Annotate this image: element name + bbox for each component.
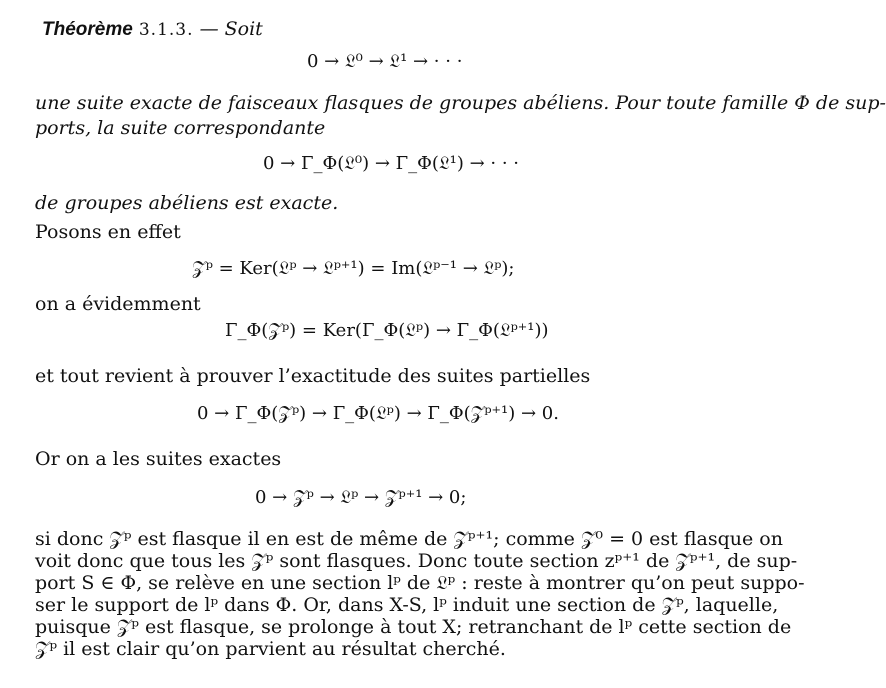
display-exact-sequence: 0 → 𝔏⁰ → 𝔏¹ → · · · — [307, 51, 463, 72]
theorem-title: Théorème — [42, 19, 133, 40]
theorem-number: 3.1.3. — [138, 20, 194, 40]
display-partial-sequence: 0 → Γ_Φ(𝒵ᵖ) → Γ_Φ(𝔏ᵖ) → Γ_Φ(𝒵ᵖ⁺¹) → 0. — [197, 403, 559, 424]
final-line-3: port S ∈ Φ, se relève en une section lᵖ de 𝔏ᵖ : reste à montrer qu’on peut suppo- — [35, 572, 805, 594]
final-paragraph — [35, 528, 805, 660]
final-line-2: voit donc que tous les 𝒵ᵖ sont flasques. Donc toute section zᵖ⁺¹ de 𝒵ᵖ⁺¹, de sup- — [35, 550, 798, 572]
proof-line-suites-exactes: Or on a les suites exactes — [35, 448, 282, 470]
proof-line-exactitude: et tout revient à prouver l’exactitude des suites partielles — [35, 365, 591, 387]
final-line-1: si donc 𝒵ᵖ est flasque il en est de même de 𝒵ᵖ⁺¹; comme 𝒵⁰ = 0 est flasque on — [35, 528, 783, 550]
statement-line-2: ports, la suite correspondante — [35, 117, 326, 139]
statement-line-1: une suite exacte de faisceaux flasques de groupes abéliens. Pour toute famille Φ de sup- — [35, 92, 886, 114]
proof-line-evidemment: on a évidemment — [35, 293, 201, 315]
final-line-4: ser le support de lᵖ dans Φ. Or, dans X-S, lᵖ induit une section de 𝒵ᵖ, laquelle, — [35, 594, 779, 616]
display-gamma-sequence: 0 → Γ_Φ(𝔏⁰) → Γ_Φ(𝔏¹) → · · · — [263, 153, 519, 174]
final-line-5: puisque 𝒵ᵖ est flasque, se prolonge à tout X; retranchant de lᵖ cette section de — [35, 616, 792, 638]
proof-line-posons: Posons en effet — [35, 221, 181, 243]
final-line-6: 𝒵ᵖ il est clair qu’on parvient au résultat cherché. — [35, 638, 506, 660]
theorem-intro: — Soit — [199, 18, 263, 40]
display-kernel-image: 𝒵ᵖ = Ker(𝔏ᵖ → 𝔏ᵖ⁺¹) = Im(𝔏ᵖ⁻¹ → 𝔏ᵖ); — [192, 258, 515, 279]
display-gamma-kernel: Γ_Φ(𝒵ᵖ) = Ker(Γ_Φ(𝔏ᵖ) → Γ_Φ(𝔏ᵖ⁺¹)) — [225, 320, 549, 341]
display-zp-sequence: 0 → 𝒵ᵖ → 𝔏ᵖ → 𝒵ᵖ⁺¹ → 0; — [255, 487, 467, 508]
statement-line-3: de groupes abéliens est exacte. — [35, 192, 339, 214]
theorem-header — [42, 18, 263, 41]
